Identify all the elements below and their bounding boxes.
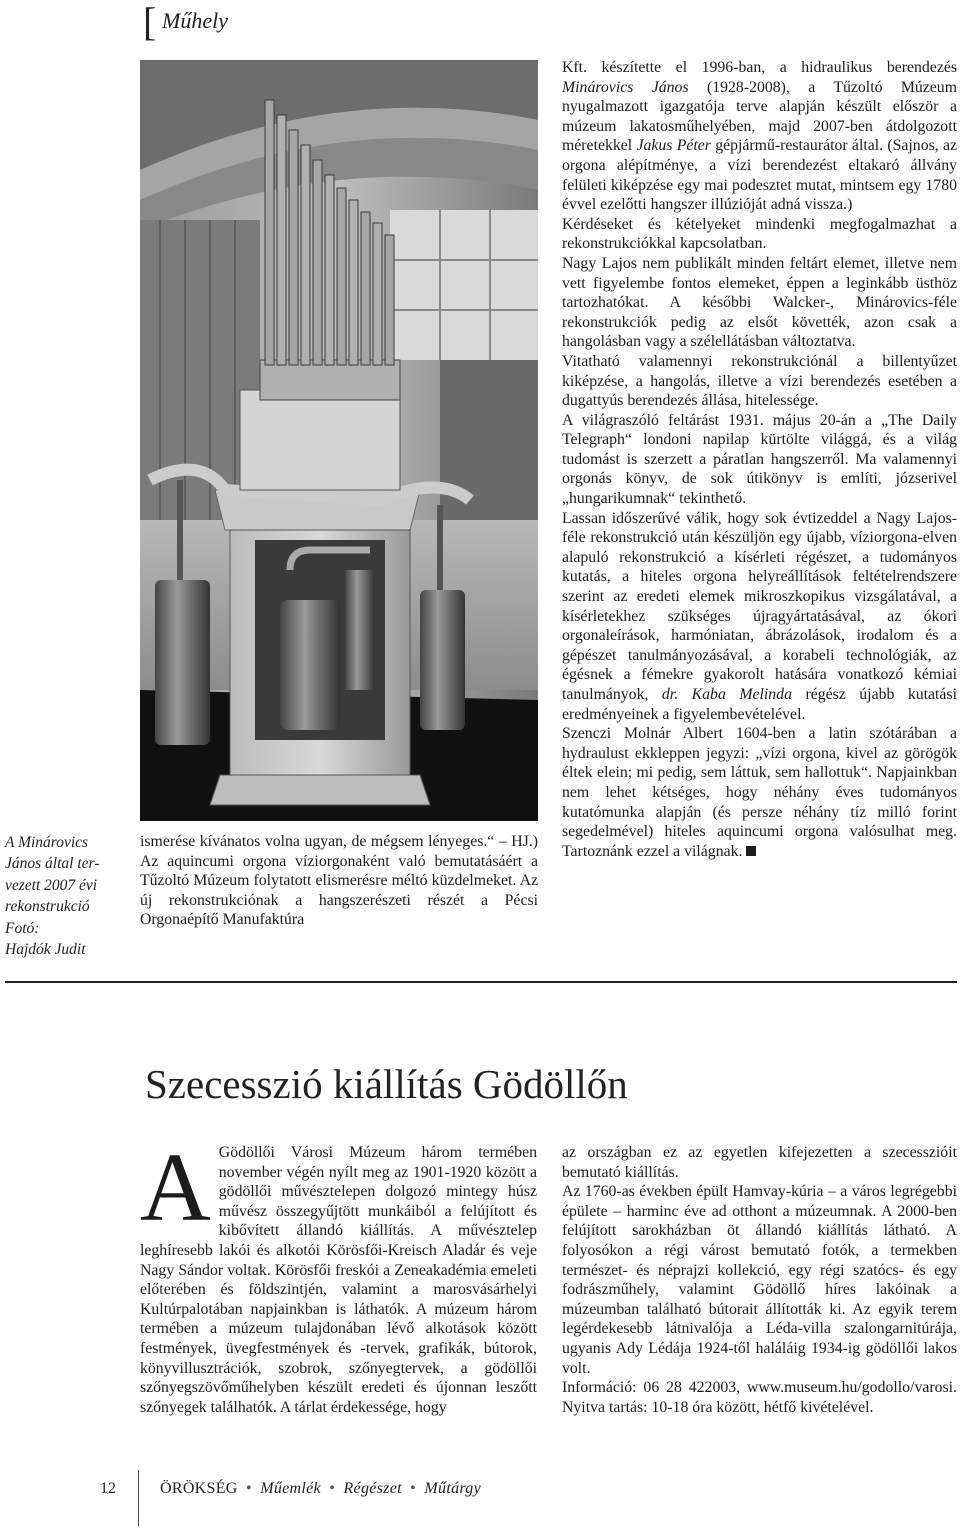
- photo-caption: [5, 832, 123, 960]
- caption-line: rekonstrukció: [5, 898, 90, 916]
- person-name: Jakus Péter: [636, 137, 711, 155]
- paragraph: [562, 509, 957, 725]
- paragraph: az országban ez az egyetlen kifejezetten a szecesszióit bemutató kiállítás.: [562, 1144, 957, 1181]
- footer-item: Régészet: [343, 1480, 402, 1497]
- paragraph: Gödöllői Városi Múzeum három termében november végén nyílt meg az 1901-1920 között a gödöllői művésztelepen dolgozó mintegy húsz művész összegyűjtött munkáiból a felújított és kibővített állandó kiállítás. A művésztelep leghíresebb lakói és alkotói Körösfői-Kreisch Aladár és veje Nagy Sándor voltak. Körösfői freskói a Zeneakadémia emeleti előterében és földszintjén, valamint a marosvásárhelyi Kultúrpalotában napjainkban is láthatók. A múzeum három termében a múzeum tulajdonában lévő alkotások között festmények, üvegfestmények és -tervek, grafikák, bútorok, könyvillusztrációk, szobrok, szőnyegtervek, a gödöllői szőnyegszövőműhelyben készült eredeti és újonnan leszőtt szőnyegek találhatók. A tárlat érdekessége, hogy: [140, 1144, 537, 1416]
- publication-name: ÖRÖKSÉG: [160, 1480, 238, 1497]
- footer-divider: [138, 1470, 139, 1526]
- paragraph: Információ: 06 28 422003, www.museum.hu/godollo/varosi. Nyitva tartás: 10-18 óra között, hétfő kivételével.: [562, 1379, 957, 1416]
- paragraph: Az 1760-as években épült Hamvay-kúria – a város legrégebbi épülete – harminc éve ad otthont a múzeumnak. A 2000-ben felújított sarokházban öt állandó kiállítás látható. A folyosókon a régi várost bemutató fotók, a termekben természet- és néprajzi kollekció, egy régi szatócs- és egy fodrászműhely, valamint Gödöllő híres lakóinak a múzeumban található bútorait állították ki. Az egyik terem legérdekesebb látnivalója a Léda-villa szalongarnitúrája, ugyanis Ady Lédája 1924-től haláláig 1934-ig gödöllői lakos volt.: [562, 1183, 957, 1377]
- article1-col1: [140, 832, 538, 930]
- text-run: Szenczi Molnár Albert 1604-ben a latin szótárában a hydraulust ekkleppen jegyzi: „vízi orgona, kivel az görögök éltek elein; mi pedig, sem láttuk, sem hallottuk“. Napjainkban nem lehet kétséges, hogy néhány éves tudományos kutatómunka alapján (és persze néhány tíz milló forint segedelmével) hiteles aquincumi orgona valósulhat meg. Tartoznánk ezzel a világnak.: [562, 725, 957, 860]
- section-title: Műhely: [162, 8, 228, 33]
- person-name: Minárovics János: [562, 78, 689, 96]
- text-run: gépjármű-restaurátor által. (Sajnos, az orgona alépítménye, a vízi berendezést eltakaró állvány felületi kiképzése egy mai podesztet mutat, mintsem egy 1780 évvel ezelőtti hangszer illúzióját adná vissza.): [562, 137, 957, 214]
- article-separator: [5, 981, 957, 983]
- paragraph: ismerése kívánatos volna ugyan, de mégsem lényeges.“ – HJ.) Az aquincumi orgona víziorgonaként való bemutatásáért a Tűzoltó Múzeum folytatott elismerésre méltó küzdelmeket. Az új rekonstrukciónak a hangszerészeti részét a Pécsi Orgonaépítő Manufaktúra: [140, 833, 538, 929]
- page-number: 12: [100, 1480, 116, 1497]
- article1-col2: [562, 58, 957, 861]
- footer-item: Műemlék: [260, 1480, 321, 1497]
- separator-dot: •: [329, 1480, 336, 1497]
- paragraph: A világraszóló feltárást 1931. május 20-án a „The Daily Telegraph“ londoni napilap kürtölte világgá, és a világ tudomást is szerzett a páratlan hangszerről. Ma valamennyi orgonás könyv, de sok útikönyv is említi, józserivel „hungarikumnak“ tekinthető.: [562, 411, 957, 508]
- organ-photo-icon: [140, 60, 538, 821]
- paragraph: Nagy Lajos nem publikált minden feltárt elemet, illetve nem vett figyelembe fontos elemeket, éppen a leginkább üsthöz tartozhatókat. A későbbi Walcker-, Minárovics-féle rekonstrukciók pedig az elsőt követték, azon csak a hangolásban vagy a szélellátásban változtatva.: [562, 254, 957, 351]
- section-bracket: [: [143, 0, 157, 44]
- footer-item: Műtárgy: [424, 1480, 481, 1497]
- drop-cap: A: [140, 1134, 211, 1242]
- caption-line: vezett 2007 évi: [5, 876, 98, 894]
- paragraph: [562, 724, 957, 861]
- article2-col1: [140, 1134, 537, 1417]
- article2-col2: [562, 1143, 957, 1417]
- person-name: dr. Kaba Melinda: [661, 686, 792, 703]
- caption-line: Fotó:: [5, 919, 40, 937]
- text-run: Kft. készítette el 1996-ban, a hidraulikus berendezés: [562, 59, 957, 76]
- caption-line: Hajdók Judit: [5, 941, 86, 959]
- caption-line: A Minárovics: [5, 834, 89, 851]
- article-title: Szecesszió kiállítás Gödöllőn: [145, 1061, 628, 1107]
- text-run: régész újabb kutatási eredményeinek a figyelembevételével.: [562, 686, 957, 723]
- paragraph: [562, 58, 957, 215]
- separator-dot: •: [410, 1480, 417, 1497]
- organ-photo: [140, 60, 538, 821]
- paragraph: Vitatható valamennyi rekonstrukciónál a billentyűzet kiképzése, a hangolás, illetve a vízi berendezés esetében a dugattyús berendezés állása, hitelessége.: [562, 352, 957, 410]
- footer-publication: [160, 1480, 481, 1498]
- text-run: (1928-2008), a Tűzoltó Múzeum nyugalmazott igazgatója terve alapján készült először a múzeum lakatosműhelyében, majd 2007-ben átdolgozott méretekkel: [562, 78, 957, 155]
- separator-dot: •: [245, 1480, 252, 1497]
- text-run: Lassan időszerűvé válik, hogy sok évtizeddel a Nagy Lajos-féle rekonstrukció után készüljön egy újabb, víziorgona-elven alapuló rekonstrukció a kísérleti régészet, a tudományos kutatás, a hiteles orgona helyreállítások feltételrendszere szerint az eredeti elemek mikroszkopikus vizsgálatával, a kísérletekhez szükséges újragyártatásával, az ókori orgonaleírások, harmóniatan, ábrázolások, irodalom és a gépészet tanulmányozásával, a korabeli technológiák, az égésnek a fémekre gyakorolt hatására vonatkozó kémiai tanulmányok,: [562, 509, 957, 703]
- caption-line: János által ter-: [5, 855, 100, 873]
- paragraph: Kérdéseket és kételyeket mindenki megfogalmazhat a rekonstrukciókkal kapcsolatban.: [562, 215, 957, 253]
- end-mark-icon: [746, 846, 756, 856]
